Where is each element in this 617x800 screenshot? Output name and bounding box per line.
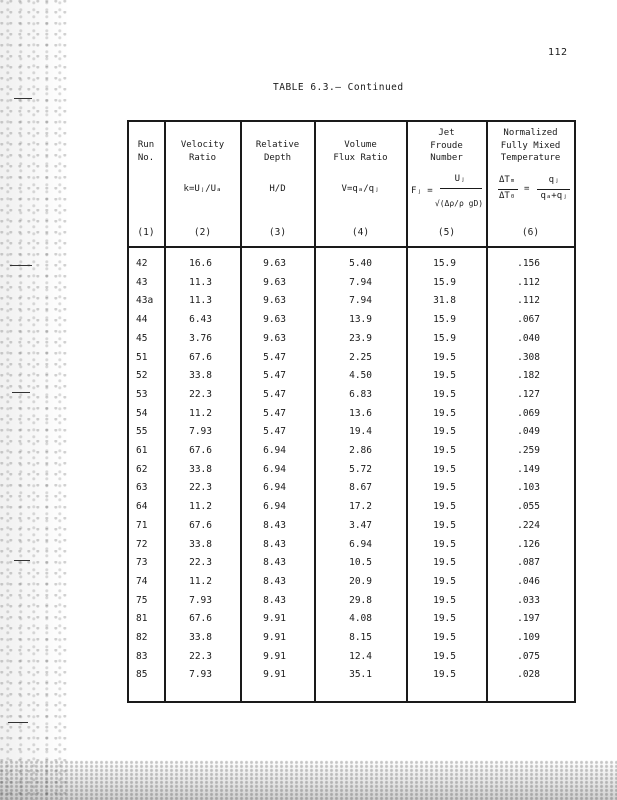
table-cell: 67.6 <box>189 613 212 625</box>
run-number-cell: 71 <box>136 519 148 531</box>
table-cell: 19.5 <box>433 407 456 419</box>
table-cell: 13.6 <box>349 407 372 419</box>
table-bottom-rule <box>127 701 575 703</box>
col-number-3: (3) <box>268 227 287 238</box>
table-cell: .126 <box>517 538 540 550</box>
header-relative-depth: Relative Depth <box>255 140 300 163</box>
scan-tick <box>12 392 30 393</box>
table-cell: 19.5 <box>433 557 456 569</box>
table-cell: 7.94 <box>349 276 372 288</box>
col-number-5: (5) <box>437 227 456 238</box>
table-cell: .127 <box>517 388 540 400</box>
table-cell: 22.3 <box>189 482 212 494</box>
table-cell: 19.5 <box>433 370 456 382</box>
table-cell: 11.3 <box>189 295 212 307</box>
table-cell: 8.43 <box>263 538 286 550</box>
table-cell: .149 <box>517 463 540 475</box>
run-number-cell: 85 <box>136 669 148 681</box>
table-cell: 4.50 <box>349 370 372 382</box>
table-cell: 19.5 <box>433 351 456 363</box>
col-number-1: (1) <box>137 227 155 238</box>
table-cell: 33.8 <box>189 538 212 550</box>
table-cell: 7.93 <box>189 594 212 606</box>
table-cell: .103 <box>517 482 540 494</box>
table-cell: 9.91 <box>263 650 286 662</box>
table-cell: 22.3 <box>189 557 212 569</box>
table-cell: 19.4 <box>349 426 372 438</box>
table-cell: 15.9 <box>433 332 456 344</box>
table-cell: 19.5 <box>433 594 456 606</box>
table-cell: 7.93 <box>189 669 212 681</box>
table-cell: 17.2 <box>349 501 372 513</box>
scan-tick <box>10 265 32 266</box>
table-cell: 8.43 <box>263 519 286 531</box>
table-cell: 22.3 <box>189 650 212 662</box>
table-cell: 35.1 <box>349 669 372 681</box>
table-cell: .046 <box>517 575 540 587</box>
run-number-cell: 63 <box>136 482 148 494</box>
col-divider-6 <box>574 120 576 703</box>
table-cell: 19.5 <box>433 482 456 494</box>
table-cell: 19.5 <box>433 463 456 475</box>
table-cell: .308 <box>517 351 540 363</box>
run-number-cell: 62 <box>136 463 148 475</box>
run-number-cell: 43a <box>136 295 154 307</box>
formula-temp-left-num: ΔTₘ <box>499 175 516 185</box>
formula-froude-numerator: Uⱼ <box>454 174 466 184</box>
temp-left-fraction-bar <box>498 189 518 190</box>
table-cell: 6.94 <box>263 501 286 513</box>
table-cell: 9.63 <box>263 276 286 288</box>
table-cell: 16.6 <box>189 258 212 269</box>
table-cell: .112 <box>517 295 540 307</box>
table-cell: 9.63 <box>263 258 286 269</box>
table-cell: .109 <box>517 632 540 643</box>
table-cell: 11.2 <box>189 575 212 587</box>
formula-froude-lhs: Fⱼ = <box>411 186 433 196</box>
formula-temp-equals: = <box>524 184 530 194</box>
header-jet-froude-number: Jet Froude Number <box>430 128 463 163</box>
run-number-cell: 52 <box>136 370 148 382</box>
col-number-6: (6) <box>521 227 540 238</box>
table-cell: 19.5 <box>433 575 456 587</box>
formula-velocity-ratio: k=Uⱼ/Uₐ <box>183 184 222 194</box>
froude-fraction-bar <box>440 188 482 189</box>
table-cell: 13.9 <box>349 314 372 326</box>
run-number-cell: 61 <box>136 445 148 456</box>
run-number-cell: 75 <box>136 594 148 606</box>
table-cell: 6.83 <box>349 388 372 400</box>
table-cell: 5.47 <box>263 351 286 363</box>
table-cell: .049 <box>517 426 540 438</box>
table-cell: .028 <box>517 669 540 681</box>
table-cell: 6.94 <box>263 482 286 494</box>
table-cell: .069 <box>517 407 540 419</box>
temp-right-fraction-bar <box>537 189 570 190</box>
table-cell: 31.8 <box>433 295 456 307</box>
table-cell: .182 <box>517 370 540 382</box>
table-cell: 19.5 <box>433 426 456 438</box>
table-cell: 9.63 <box>263 332 286 344</box>
formula-temp-right-num: qⱼ <box>548 175 560 185</box>
table-cell: .259 <box>517 445 540 456</box>
run-number-cell: 81 <box>136 613 148 625</box>
table-cell: .156 <box>517 258 540 269</box>
run-number-cell: 51 <box>136 351 148 363</box>
table-cell: 5.47 <box>263 370 286 382</box>
table-cell: .087 <box>517 557 540 569</box>
table-cell: .197 <box>517 613 540 625</box>
table-cell: 9.91 <box>263 632 286 643</box>
table-cell: 6.43 <box>189 314 212 326</box>
table-cell: 9.91 <box>263 669 286 681</box>
table-cell: .055 <box>517 501 540 513</box>
header-volume-flux-ratio: Volume Flux Ratio <box>333 140 388 163</box>
table-cell: 8.43 <box>263 575 286 587</box>
run-number-cell: 64 <box>136 501 148 513</box>
table-cell: 19.5 <box>433 538 456 550</box>
table-cell: 11.3 <box>189 276 212 288</box>
table-cell: 12.4 <box>349 650 372 662</box>
table-cell: 9.63 <box>263 314 286 326</box>
table-cell: .067 <box>517 314 540 326</box>
header-run-no: Run No. <box>137 140 155 163</box>
col-number-2: (2) <box>193 227 212 238</box>
formula-relative-depth: H/D <box>269 184 286 194</box>
formula-froude-denominator: √(Δρ/ρ gD) <box>434 199 484 208</box>
table-cell: 8.43 <box>263 594 286 606</box>
header-normalized-temperature: Normalized Fully Mixed Temperature <box>500 128 561 163</box>
table-cell: 9.91 <box>263 613 286 625</box>
run-number-cell: 45 <box>136 332 148 344</box>
scan-noise-bottom <box>0 760 617 800</box>
table-cell: .075 <box>517 650 540 662</box>
table-cell: 19.5 <box>433 388 456 400</box>
run-number-cell: 72 <box>136 538 148 550</box>
table-cell: 19.5 <box>433 632 456 643</box>
table-cell: 3.47 <box>349 519 372 531</box>
run-number-cell: 54 <box>136 407 148 419</box>
formula-temp-left-den: ΔT₀ <box>499 191 516 201</box>
table-cell: 6.94 <box>263 445 286 456</box>
table-cell: 5.72 <box>349 463 372 475</box>
table-cell: 67.6 <box>189 519 212 531</box>
run-number-cell: 44 <box>136 314 148 326</box>
scan-tick <box>14 98 32 99</box>
table-cell: 8.15 <box>349 632 372 643</box>
col-divider-0 <box>127 120 129 703</box>
scan-noise-left <box>0 0 70 800</box>
table-cell: .224 <box>517 519 540 531</box>
table-cell: 4.08 <box>349 613 372 625</box>
table-cell: 8.43 <box>263 557 286 569</box>
run-number-cell: 74 <box>136 575 148 587</box>
run-number-cell: 43 <box>136 276 148 288</box>
table-cell: 2.86 <box>349 445 372 456</box>
header-velocity-ratio: Velocity Ratio <box>180 140 225 163</box>
formula-temp-right-den: qₐ+qⱼ <box>540 191 568 201</box>
table-cell: 67.6 <box>189 351 212 363</box>
table-cell: 3.76 <box>189 332 212 344</box>
table-cell: 5.47 <box>263 407 286 419</box>
table-cell: 15.9 <box>433 314 456 326</box>
table-top-rule <box>127 120 575 122</box>
table-cell: 11.2 <box>189 501 212 513</box>
table-cell: 33.8 <box>189 632 212 643</box>
table-cell: 5.47 <box>263 426 286 438</box>
table-cell: 33.8 <box>189 370 212 382</box>
table-cell: 29.8 <box>349 594 372 606</box>
scan-tick <box>14 560 30 561</box>
page-number: 112 <box>548 47 568 58</box>
table-cell: 22.3 <box>189 388 212 400</box>
table-cell: 7.94 <box>349 295 372 307</box>
header-bottom-rule <box>127 246 575 248</box>
run-number-cell: 42 <box>136 258 148 269</box>
table-cell: 19.5 <box>433 650 456 662</box>
table-cell: 19.5 <box>433 519 456 531</box>
table-cell: 8.67 <box>349 482 372 494</box>
table-cell: 10.5 <box>349 557 372 569</box>
table-cell: 15.9 <box>433 258 456 269</box>
table-cell: 19.5 <box>433 669 456 681</box>
col-number-4: (4) <box>351 227 370 238</box>
table-cell: 15.9 <box>433 276 456 288</box>
run-number-cell: 82 <box>136 632 148 643</box>
run-number-cell: 55 <box>136 426 148 438</box>
table-cell: 33.8 <box>189 463 212 475</box>
table-cell: 5.47 <box>263 388 286 400</box>
table-cell: .033 <box>517 594 540 606</box>
run-number-cell: 73 <box>136 557 148 569</box>
table-cell: 67.6 <box>189 445 212 456</box>
table-cell: 6.94 <box>349 538 372 550</box>
table-title: TABLE 6.3.— Continued <box>273 82 404 93</box>
run-number-cell: 53 <box>136 388 148 400</box>
formula-volume-flux-ratio: V=qₐ/qⱼ <box>341 184 380 194</box>
table-cell: 2.25 <box>349 351 372 363</box>
table-cell: 19.5 <box>433 445 456 456</box>
table-cell: 19.5 <box>433 501 456 513</box>
scan-tick <box>8 722 28 723</box>
table-cell: 20.9 <box>349 575 372 587</box>
table-cell: 11.2 <box>189 407 212 419</box>
table-cell: 19.5 <box>433 613 456 625</box>
table-cell: 9.63 <box>263 295 286 307</box>
table-cell: .040 <box>517 332 540 344</box>
run-number-cell: 83 <box>136 650 148 662</box>
table-cell: 6.94 <box>263 463 286 475</box>
table-cell: .112 <box>517 276 540 288</box>
table-cell: 23.9 <box>349 332 372 344</box>
table-cell: 5.40 <box>349 258 372 269</box>
table-cell: 7.93 <box>189 426 212 438</box>
